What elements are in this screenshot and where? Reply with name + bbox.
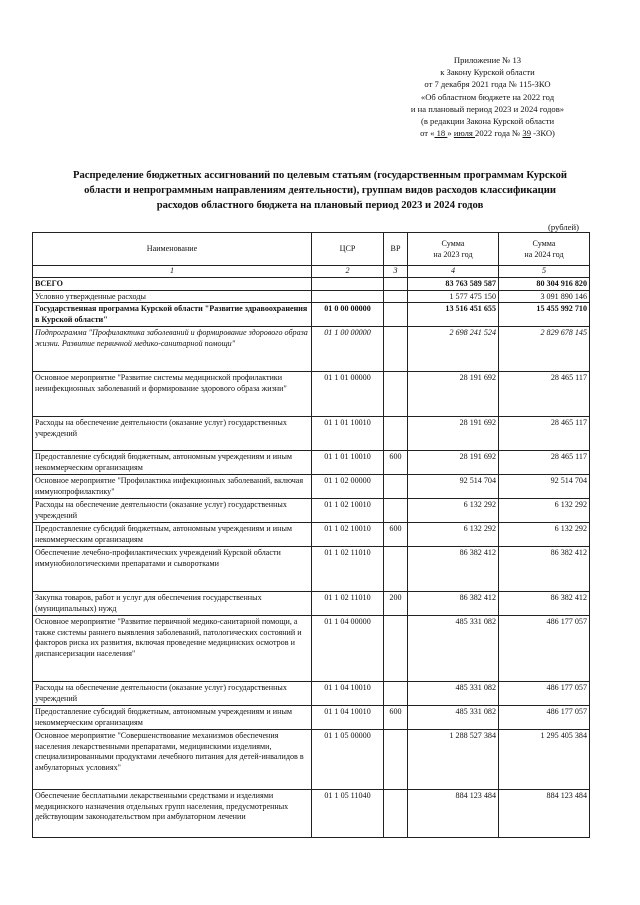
row-csr: [312, 290, 384, 303]
row-vr: [384, 475, 408, 499]
header-name: Наименование: [33, 233, 312, 266]
appendix-line: от 7 декабря 2021 года № 115-ЗКО: [424, 79, 551, 90]
row-csr: 01 1 04 00000: [312, 616, 384, 682]
row-sum-2024: 884 123 484: [499, 790, 590, 838]
title-line: расходов областного бюджета на плановый период 2023 и 2024 годов: [156, 200, 484, 211]
row-name: Основное мероприятие "Совершенствование механизмов обеспечения населения лекарственными препаратами, медицинскими изделиями, специализированными продуктами лечебного питания для детей-инвалидов в амбулаторных условиях": [33, 730, 312, 790]
row-sum-2024: 80 304 916 820: [499, 278, 590, 291]
index-cell: 1: [33, 266, 312, 278]
row-name: Основное мероприятие "Развитие первичной медико-санитарной помощи, а также системы раннего выявления заболеваний, патологических состояний и факторов риска их развития, включая проведение медицинских осмотров и диспансеризации населения": [33, 616, 312, 682]
row-sum-2024: 486 177 057: [499, 616, 590, 682]
row-sum-2024: 86 382 412: [499, 547, 590, 592]
row-vr: 600: [384, 451, 408, 475]
row-name: Основное мероприятие "Развитие системы медицинской профилактики неинфекционных заболеваний и формирование здорового образа жизни": [33, 372, 312, 417]
appendix-line: (в редакции Закона Курской области: [420, 116, 555, 127]
title-line: области и непрограммным направлениям деятельности), группам видов расходов классификации: [84, 185, 556, 196]
table-row: [33, 499, 590, 523]
table-row: [33, 547, 590, 592]
column-index-row: [33, 266, 590, 278]
row-vr: [384, 372, 408, 417]
row-sum-2024: 2 829 678 145: [499, 327, 590, 372]
row-sum-2023: 884 123 484: [408, 790, 499, 838]
row-vr: [384, 790, 408, 838]
row-name: Обеспечение лечебно-профилактических учреждений Курской области иммунобиологическими препаратами и сыворотками: [33, 547, 312, 592]
row-sum-2023: 2 698 241 524: [408, 327, 499, 372]
date-month: июля: [453, 128, 476, 139]
row-vr: [384, 499, 408, 523]
row-sum-2024: 6 132 292: [499, 499, 590, 523]
appendix-line: и на плановый период 2023 и 2024 годов»: [410, 103, 565, 114]
index-cell: 3: [384, 266, 408, 278]
row-sum-2024: 486 177 057: [499, 706, 590, 730]
row-sum-2023: 485 331 082: [408, 682, 499, 706]
row-vr: [384, 327, 408, 372]
row-name: Расходы на обеспечение деятельности (оказание услуг) государственных учреждений: [33, 682, 312, 706]
table-row: [33, 417, 590, 451]
appendix-line: к Закону Курской области: [440, 67, 535, 78]
row-csr: 01 1 01 00000: [312, 372, 384, 417]
row-sum-2024: 92 514 704: [499, 475, 590, 499]
table-row: [33, 475, 590, 499]
table-row: [33, 451, 590, 475]
appendix-date-line: [380, 127, 595, 139]
table-row: [33, 303, 590, 327]
document-title: [34, 168, 606, 213]
title-line: Распределение бюджетных ассигнований по целевым статьям (государственным программам Курской: [72, 170, 568, 181]
index-cell: 2: [312, 266, 384, 278]
row-name: Закупка товаров, работ и услуг для обеспечения государственных (муниципальных) нужд: [33, 592, 312, 616]
row-sum-2023: 86 382 412: [408, 592, 499, 616]
row-name: Государственная программа Курской области "Развитие здравоохранения в Курской области": [33, 303, 312, 327]
row-csr: [312, 278, 384, 291]
row-vr: [384, 616, 408, 682]
header-vr: ВР: [384, 233, 408, 266]
row-csr: 01 1 02 11010: [312, 592, 384, 616]
date-year: 2022 года №: [475, 128, 523, 139]
row-csr: 01 1 00 00000: [312, 327, 384, 372]
row-vr: [384, 547, 408, 592]
row-csr: 01 1 02 10010: [312, 499, 384, 523]
row-csr: 01 1 02 10010: [312, 523, 384, 547]
table-row: [33, 278, 590, 291]
row-sum-2024: 1 295 405 384: [499, 730, 590, 790]
table-row: [33, 592, 590, 616]
row-vr: 600: [384, 523, 408, 547]
row-csr: 01 1 05 11040: [312, 790, 384, 838]
units-label: (рублей): [548, 222, 579, 232]
row-sum-2024: 6 132 292: [499, 523, 590, 547]
row-sum-2023: 485 331 082: [408, 706, 499, 730]
row-vr: [384, 417, 408, 451]
row-name: Предоставление субсидий бюджетным, автономным учреждениям и иным некоммерческим организациям: [33, 523, 312, 547]
row-sum-2023: 83 763 589 587: [408, 278, 499, 291]
row-vr: [384, 682, 408, 706]
header-csr: ЦСР: [312, 233, 384, 266]
appendix-line: «Об областном бюджете на 2022 год: [420, 91, 555, 102]
row-sum-2024: 28 465 117: [499, 417, 590, 451]
row-sum-2023: 28 191 692: [408, 451, 499, 475]
header-row: [33, 233, 590, 266]
row-sum-2023: 1 288 527 384: [408, 730, 499, 790]
row-vr: [384, 278, 408, 291]
table-row: [33, 682, 590, 706]
row-vr: [384, 303, 408, 327]
row-sum-2024: 28 465 117: [499, 372, 590, 417]
date-prefix: от «: [420, 128, 435, 139]
table-row: [33, 372, 590, 417]
row-name: Предоставление субсидий бюджетным, автономным учреждениям и иным некоммерческим организациям: [33, 706, 312, 730]
header-sum-2023: Сумма на 2023 год: [408, 233, 499, 266]
date-sep: »: [447, 128, 454, 139]
table-row: [33, 616, 590, 682]
index-cell: 5: [499, 266, 590, 278]
row-sum-2024: 86 382 412: [499, 592, 590, 616]
row-csr: 01 1 01 10010: [312, 451, 384, 475]
budget-table: [32, 232, 590, 838]
row-name: ВСЕГО: [33, 278, 312, 291]
row-csr: 01 1 02 00000: [312, 475, 384, 499]
header-sum-2024: Сумма на 2024 год: [499, 233, 590, 266]
row-sum-2023: 485 331 082: [408, 616, 499, 682]
appendix-header: [380, 54, 595, 139]
row-csr: 01 1 05 00000: [312, 730, 384, 790]
row-sum-2023: 92 514 704: [408, 475, 499, 499]
row-name: Условно утвержденные расходы: [33, 290, 312, 303]
row-name: Расходы на обеспечение деятельности (оказание услуг) государственных учреждений: [33, 499, 312, 523]
row-sum-2024: 486 177 057: [499, 682, 590, 706]
row-name: Подпрограмма "Профилактика заболеваний и формирование здорового образа жизни. Развитие первичной медико-санитарной помощи": [33, 327, 312, 372]
table-row: [33, 327, 590, 372]
row-csr: 01 1 02 11010: [312, 547, 384, 592]
row-sum-2023: 28 191 692: [408, 372, 499, 417]
row-sum-2023: 86 382 412: [408, 547, 499, 592]
table-row: [33, 730, 590, 790]
row-sum-2024: 28 465 117: [499, 451, 590, 475]
row-vr: [384, 290, 408, 303]
index-cell: 4: [408, 266, 499, 278]
date-day: 18: [434, 128, 448, 139]
table-row: [33, 790, 590, 838]
row-sum-2023: 13 516 451 655: [408, 303, 499, 327]
row-vr: [384, 730, 408, 790]
row-name: Предоставление субсидий бюджетным, автономным учреждениям и иным некоммерческим организациям: [33, 451, 312, 475]
row-csr: 01 1 04 10010: [312, 706, 384, 730]
row-csr: 01 1 01 10010: [312, 417, 384, 451]
row-name: Основное мероприятие "Профилактика инфекционных заболеваний, включая иммунопрофилактику": [33, 475, 312, 499]
row-sum-2024: 15 455 992 710: [499, 303, 590, 327]
row-csr: 01 1 04 10010: [312, 682, 384, 706]
row-name: Расходы на обеспечение деятельности (оказание услуг) государственных учреждений: [33, 417, 312, 451]
table-row: [33, 290, 590, 303]
row-vr: 200: [384, 592, 408, 616]
row-sum-2023: 1 577 475 150: [408, 290, 499, 303]
row-sum-2024: 3 091 890 146: [499, 290, 590, 303]
law-suffix: -ЗКО): [531, 128, 555, 139]
table-row: [33, 523, 590, 547]
appendix-line: Приложение № 13: [453, 55, 522, 65]
row-csr: 01 0 00 00000: [312, 303, 384, 327]
row-vr: 600: [384, 706, 408, 730]
table-row: [33, 706, 590, 730]
row-sum-2023: 6 132 292: [408, 499, 499, 523]
row-name: Обеспечение бесплатными лекарственными средствами и изделиями медицинского назначения отдельных групп населения, предусмотренных действующим законодательством при амбулаторном лечении: [33, 790, 312, 838]
row-sum-2023: 28 191 692: [408, 417, 499, 451]
law-number: 39: [522, 128, 531, 139]
row-sum-2023: 6 132 292: [408, 523, 499, 547]
